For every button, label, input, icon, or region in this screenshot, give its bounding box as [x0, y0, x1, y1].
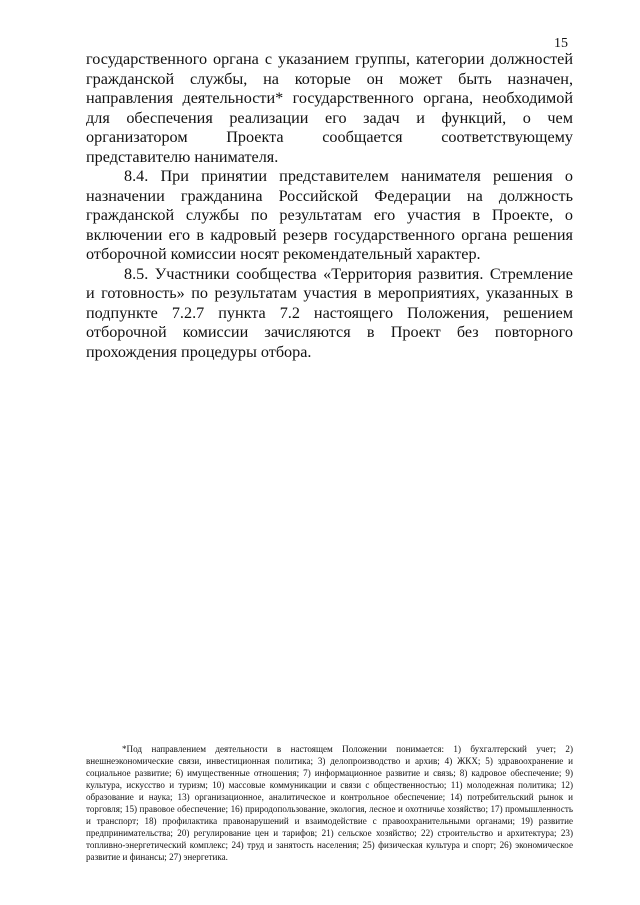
paragraph-8-4: 8.4. При принятии представителем нанимателя решения о назначении гражданина Российской Федерации на должность гражданской службы по результатам его участия в Проекте, о включении его в кадровый резерв государственного органа решения отборочной комиссии носят рекомендательный характер.: [86, 167, 573, 263]
paragraph-8-5: 8.5. Участники сообщества «Территория развития. Стремление и готовность» по результатам участия в мероприятиях, указанных в подпункте 7.2.7 пункта 7.2 настоящего Положения, решением отборочной комиссии зачисляются в Проект без повторного прохождения процедуры отбора.: [86, 264, 573, 361]
paragraph-continuation: государственного органа с указанием группы, категории должностей гражданской службы, на которые он может быть назначен, направления деятельности* государственного органа, необходимой для обеспечения реализации его задач и функций, о чем организатором Проекта сообщается соответствующему представителю нанимателя.: [86, 50, 573, 166]
footnote-text: *Под направлением деятельности в настоящем Положении понимается: 1) бухгалтерский учет; 2) внешнеэкономические связи, инвестиционная политика; 3) делопроизводство и архив; 4) ЖКХ; 5) здравоохранение и социальное развитие; 6) имущественные отношения; 7) информационное развитие и связь; 8) кадровое обеспечение; 9) культура, искусство и туризм; 10) массовые коммуникации и связи с общественностью; 11) молодежная политика; 12) образование и наука; 13) организационное, аналитическое и контрольное обеспечение; 14) потребительский рынок и торговля; 15) правовое обеспечение; 16) природопользование, экология, лесное и охотничье хозяйство; 17) промышленность и транспорт; 18) профилактика правонарушений и взаимодействие с правоохранительными органами; 19) развитие предпринимательства; 20) регулирование цен и тарифов; 21) сельское хозяйство; 22) строительство и архитектура; 23) топливно-энергетический комплекс; 24) труд и занятость населения; 25) физическая культура и спорт; 26) экономическое развитие и финансы; 27) энергетика.: [86, 744, 573, 862]
page-number: 15: [554, 36, 568, 51]
document-body: [86, 50, 573, 362]
footnote: [86, 743, 573, 863]
